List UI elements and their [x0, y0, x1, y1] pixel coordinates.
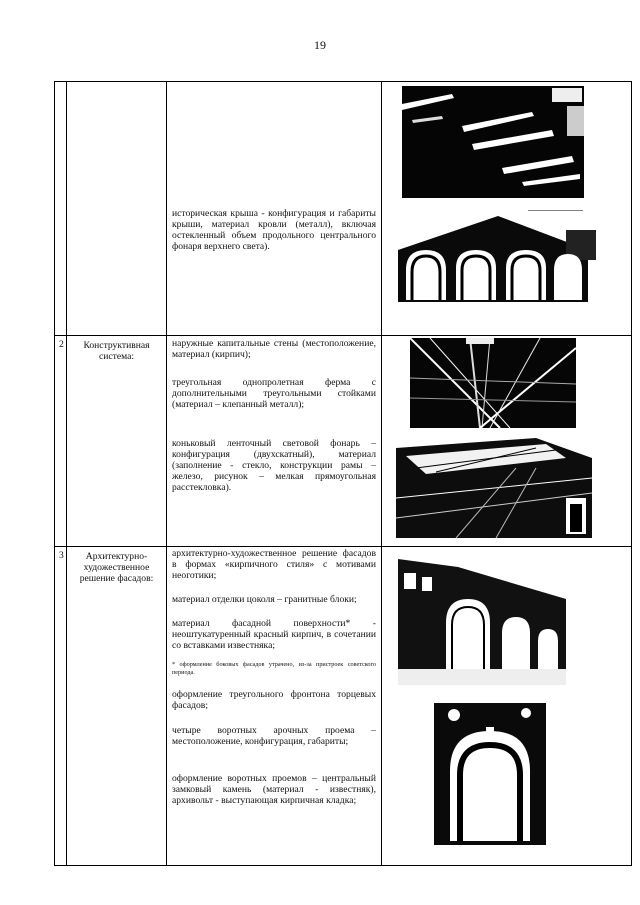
row-description — [167, 82, 382, 336]
skylight-photo — [396, 438, 592, 538]
footnote: * оформление боковых фасадов утрачено, из-за пристроек советского периода. — [172, 661, 376, 676]
table-row — [55, 547, 632, 866]
page-number: 19 — [314, 38, 326, 52]
table-row — [55, 82, 632, 336]
photo-cell — [382, 82, 632, 336]
description-paragraph: оформление воротных проемов – центральный замковый камень (материал - известняк), архивольт - выступающая кирпичная кладка; — [172, 773, 376, 806]
photo-cell — [382, 336, 632, 547]
row-title: Архитектурно-художественное решение фасадов: — [67, 547, 167, 866]
building-facade-photo — [388, 210, 596, 310]
row-description — [167, 547, 382, 866]
roof-truss-photo — [410, 338, 576, 428]
description-paragraph: треугольная однопролетная ферма с дополнительными треугольными стойками (материал – клепанный металл); — [172, 377, 376, 410]
row-number — [55, 82, 67, 336]
table-row — [55, 336, 632, 547]
photo-cell — [382, 547, 632, 866]
row-number: 3 — [55, 547, 67, 866]
row-description — [167, 336, 382, 547]
description-paragraph: коньковый ленточный световой фонарь – конфигурация (двухскатный), материал (заполнение - стекло, конструкции рамы – железо, рисунок – мелкая прямоугольная расстекловка). — [172, 438, 376, 493]
description-paragraph: архитектурно-художественное решение фасадов в формах «кирпичного стиля» с мотивами неоготики; — [172, 548, 376, 581]
roof-interior-photo — [402, 86, 584, 198]
arched-gate-photo — [434, 691, 546, 845]
row-number: 2 — [55, 336, 67, 547]
description-paragraph: материал фасадной поверхности* - неоштукатуренный красный кирпич, в сочетании со вставками известняка; — [172, 618, 376, 651]
monument-features-table — [54, 81, 632, 866]
description-paragraph: оформление треугольного фронтона торцевых фасадов; — [172, 689, 376, 711]
facade-arches-photo — [398, 559, 566, 685]
row-title: Конструктивная система: — [67, 336, 167, 547]
description-paragraph: наружные капитальные стены (местоположение, материал (кирпич); — [172, 338, 376, 360]
description-paragraph: четыре воротных арочных проема – местоположение, конфигурация, габариты; — [172, 725, 376, 747]
row-title — [67, 82, 167, 336]
description-paragraph: материал отделки цоколя – гранитные блоки; — [172, 594, 357, 605]
description-paragraph: историческая крыша - конфигурация и габариты крыши, материал кровли (металл), включая остекленный объем продольного центрального фонаря верхнего света). — [172, 208, 376, 252]
